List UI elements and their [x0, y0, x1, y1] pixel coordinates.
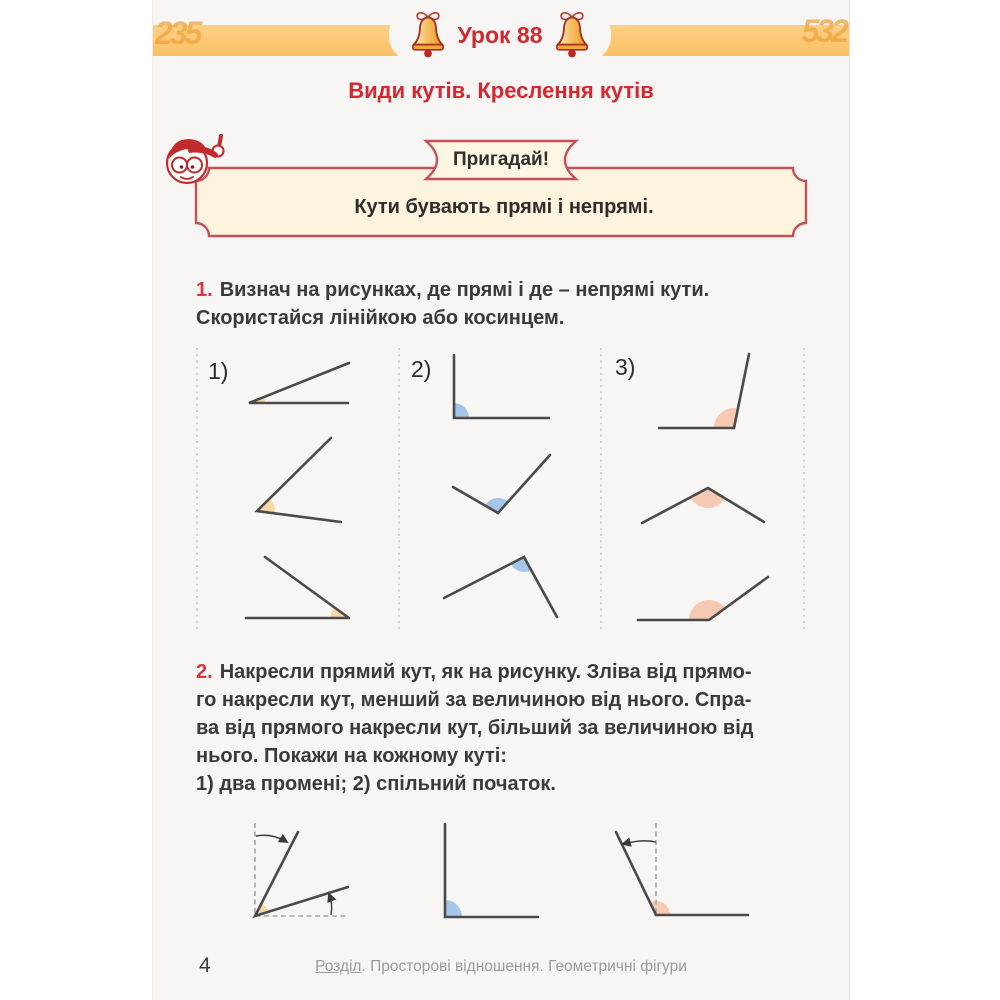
- angle-rays: [445, 824, 538, 917]
- angle-rays: [255, 832, 348, 916]
- angle-figure-1a-acute: [249, 363, 349, 403]
- angle-arc: [689, 600, 725, 620]
- bell-icon: [553, 10, 591, 60]
- angle-figure-2a-right: [454, 355, 549, 418]
- task-1-line-2: Скористайся лінійкою або косинцем.: [196, 307, 565, 329]
- task-1-text: Визнач на рисунках, де прямі і де – непрямі кути.: [219, 279, 710, 301]
- angle-rays: [444, 557, 557, 617]
- task-2-line-3: ва від прямого накресли кут, більший за величиною від: [196, 717, 754, 739]
- task-2-text: Накресли прямий кут, як на рисунку. Зліва від прямо-: [219, 661, 752, 683]
- bell-lip: [556, 45, 587, 50]
- task-1: [196, 276, 818, 332]
- textbook-page: [152, 0, 850, 1000]
- angle-figure-3a-obtuse: [659, 354, 749, 428]
- bell-clapper: [425, 50, 433, 58]
- decor-numbers-right: 532: [801, 13, 846, 49]
- angle-arc: [690, 488, 725, 508]
- angle-rays: [616, 832, 748, 915]
- decor-numbers-left: 235: [155, 15, 200, 51]
- task-1-number: 1.: [196, 279, 213, 301]
- angle-figure-2b-right: [453, 455, 550, 513]
- task-2: [196, 658, 818, 798]
- lesson-label: Урок 88: [457, 21, 543, 48]
- angle-figure-1c-acute: [246, 557, 349, 618]
- footer-section-title: [153, 958, 849, 976]
- angle-rays: [659, 354, 749, 428]
- rotation-arrow: [256, 835, 287, 842]
- drawing-examples-figure: [226, 812, 766, 952]
- angle-rays: [454, 355, 549, 418]
- angle-rays: [249, 363, 349, 403]
- example-right-angle: [445, 824, 538, 917]
- example-acute-angle: [255, 823, 348, 916]
- rotation-arrow: [623, 841, 656, 844]
- page-title: Види кутів. Креслення кутів: [348, 78, 654, 103]
- angle-arc: [454, 403, 469, 418]
- angle-figure-1b-acute: [257, 438, 341, 522]
- angles-figure-grid: [196, 345, 806, 635]
- angle-figure-3c-obtuse: [638, 577, 768, 620]
- footer-section-word: Розділ: [315, 958, 362, 975]
- bell-body: [557, 17, 586, 44]
- recall-text: Кути бувають прямі і непрямі.: [354, 196, 654, 218]
- task-2-number: 2.: [196, 661, 213, 683]
- task-2-line-4: нього. Покажи на кожному куті:: [196, 745, 508, 767]
- angle-figure-2c-right: [444, 557, 557, 617]
- lesson-banner-center: [389, 8, 611, 62]
- example-obtuse-angle: [616, 823, 748, 915]
- page-number: 4: [199, 954, 211, 977]
- bell-lip: [413, 45, 444, 50]
- task-2-line-2: го накресли кут, менший за величиною від нього. Спра-: [196, 689, 752, 711]
- task-2-line-5: 1) два промені; 2) спільний початок.: [196, 773, 556, 795]
- task-2-line-1: [196, 658, 818, 686]
- angle-figure-3b-obtuse: [642, 488, 764, 523]
- column-label-3: 3): [615, 354, 636, 380]
- task-1-line-1: [196, 276, 818, 304]
- angle-arc: [445, 900, 462, 917]
- bell-icon: [409, 10, 447, 60]
- recall-tab-label: Пригадай!: [452, 149, 550, 170]
- bell-clapper: [568, 50, 576, 58]
- rotation-arrow: [329, 894, 332, 915]
- bell-body: [414, 17, 443, 44]
- footer-section-rest: . Просторові відношення. Геометричні фігури: [361, 958, 687, 975]
- column-label-1: 1): [208, 358, 229, 384]
- column-label-2: 2): [411, 356, 432, 382]
